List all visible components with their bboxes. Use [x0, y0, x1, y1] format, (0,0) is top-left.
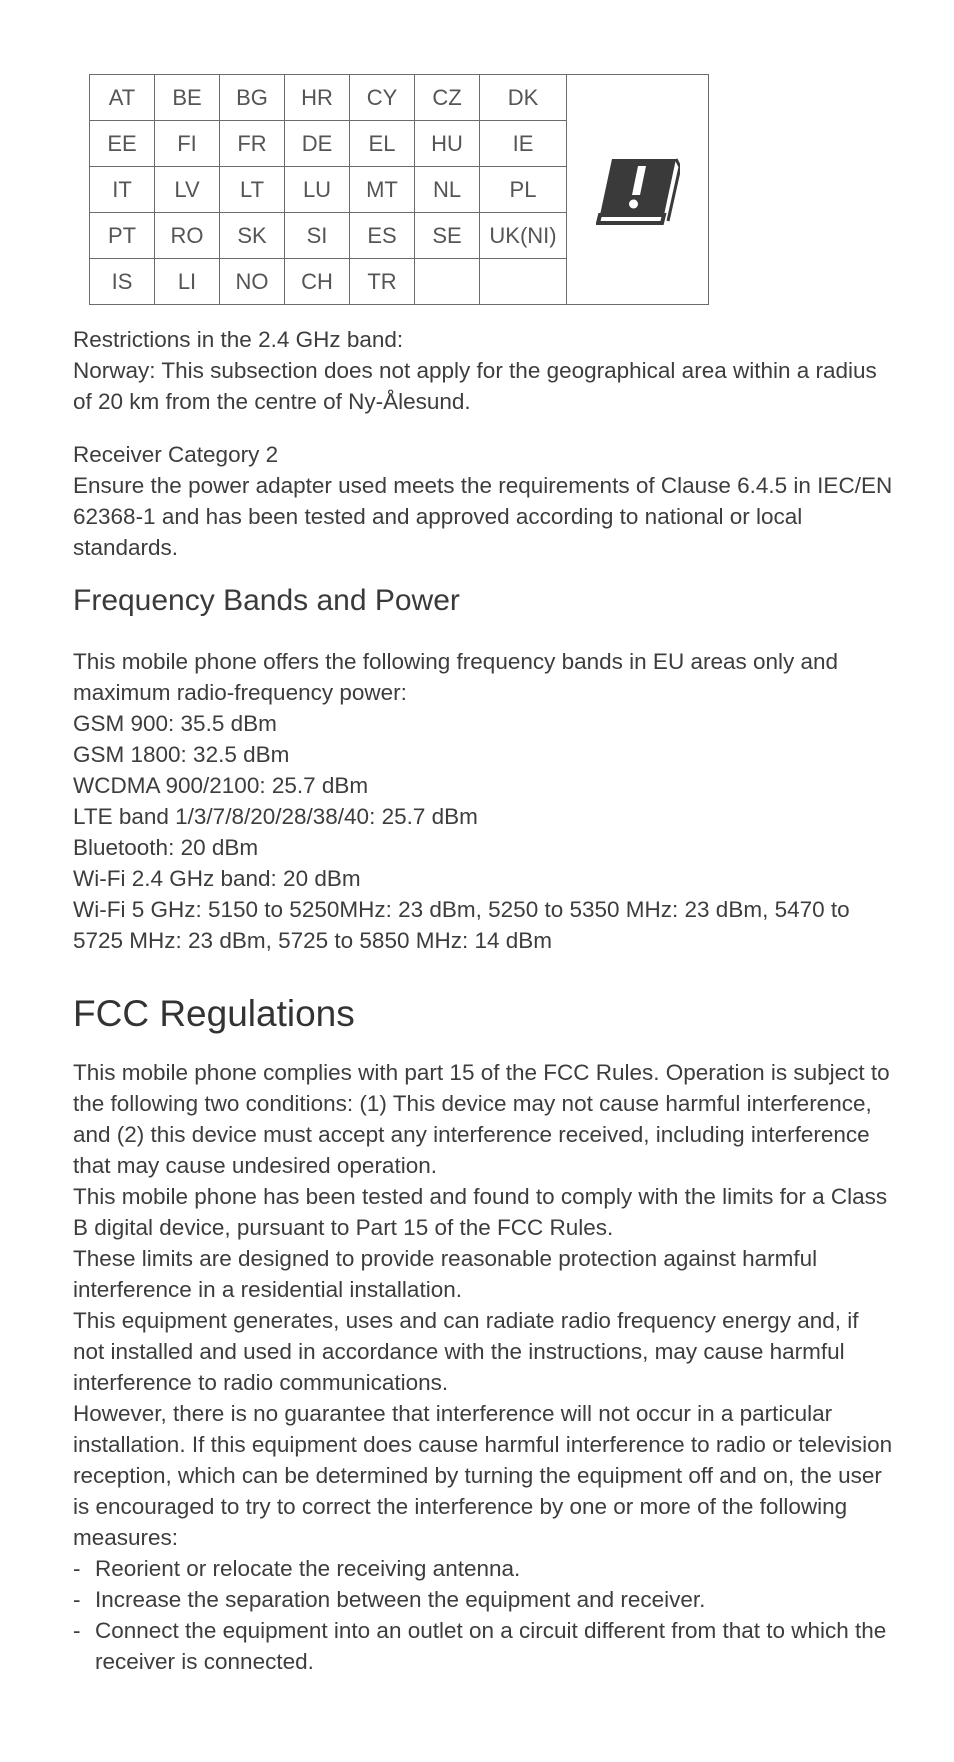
country-code: RO [155, 213, 220, 259]
country-code: BG [220, 75, 285, 121]
frequency-intro: This mobile phone offers the following frequency bands in EU areas only and maximum radio-frequency power: [73, 649, 839, 705]
country-code: MT [350, 167, 415, 213]
country-code: HR [285, 75, 350, 121]
receiver-block [73, 439, 893, 563]
country-code: LV [155, 167, 220, 213]
country-code: FI [155, 121, 220, 167]
country-code: AT [90, 75, 155, 121]
country-code: DK [480, 75, 567, 121]
country-code: ES [350, 213, 415, 259]
frequency-block [73, 646, 893, 956]
band-item: Wi-Fi 5 GHz: 5150 to 5250MHz: 23 dBm, 5250 to 5350 MHz: 23 dBm, 5470 to 5725 MHz: 23 dBm, 5725 to 5850 MHz: 14 dBm [73, 897, 850, 953]
country-code: SI [285, 213, 350, 259]
country-code: EL [350, 121, 415, 167]
power-adapter-note: Ensure the power adapter used meets the requirements of Clause 6.4.5 in IEC/EN 62368-1 and has been tested and approved according to national or local standards. [73, 473, 893, 560]
restrictions-block [73, 324, 893, 417]
country-code: LU [285, 167, 350, 213]
country-code: NL [415, 167, 480, 213]
country-code: HU [415, 121, 480, 167]
empty-cell [480, 259, 567, 305]
country-code: IE [480, 121, 567, 167]
empty-cell [415, 259, 480, 305]
country-code: CZ [415, 75, 480, 121]
country-code: IT [90, 167, 155, 213]
country-code: BE [155, 75, 220, 121]
country-code: LI [155, 259, 220, 305]
restriction-alert-icon [596, 153, 680, 227]
country-restriction-table [89, 74, 709, 305]
country-code: CY [350, 75, 415, 121]
country-code: PT [90, 213, 155, 259]
band-item: Wi-Fi 2.4 GHz band: 20 dBm [73, 866, 361, 891]
band-item: GSM 1800: 32.5 dBm [73, 742, 290, 767]
band-item: GSM 900: 35.5 dBm [73, 711, 277, 736]
country-code: CH [285, 259, 350, 305]
country-code: SE [415, 213, 480, 259]
country-code: UK(NI) [480, 213, 567, 259]
country-code: SK [220, 213, 285, 259]
list-item: - Reorient or relocate the receiving antenna. [73, 1553, 893, 1584]
country-code: EE [90, 121, 155, 167]
country-code: LT [220, 167, 285, 213]
fcc-paragraph: This mobile phone complies with part 15 of the FCC Rules. Operation is subject to the following two conditions: (1) This device may not cause harmful interference, and (2) this device must accept any interference received, including interference that may cause undesired operation. [73, 1060, 890, 1178]
country-code: DE [285, 121, 350, 167]
band-item: LTE band 1/3/7/8/20/28/38/40: 25.7 dBm [73, 804, 478, 829]
restrictions-heading: Restrictions in the 2.4 GHz band: [73, 327, 404, 352]
country-code: TR [350, 259, 415, 305]
country-code: NO [220, 259, 285, 305]
fcc-paragraph: These limits are designed to provide reasonable protection against harmful interference in a residential installation. [73, 1246, 818, 1302]
list-item: - Connect the equipment into an outlet on a circuit different from that to which the receiver is connected. [73, 1615, 893, 1677]
country-code: PL [480, 167, 567, 213]
receiver-category: Receiver Category 2 [73, 442, 279, 467]
table-row [90, 75, 709, 121]
alert-icon-cell [567, 75, 709, 305]
fcc-title: FCC Regulations [73, 993, 355, 1034]
fcc-paragraph: This mobile phone has been tested and found to comply with the limits for a Class B digital device, pursuant to Part 15 of the FCC Rules. [73, 1184, 888, 1240]
fcc-paragraph: This equipment generates, uses and can radiate radio frequency energy and, if not installed and used in accordance with the instructions, may cause harmful interference to radio communications. [73, 1308, 859, 1395]
frequency-title: Frequency Bands and Power [73, 584, 460, 617]
norway-restriction: Norway: This subsection does not apply for the geographical area within a radius of 20 km from the centre of Ny-Ålesund. [73, 358, 877, 414]
band-item: WCDMA 900/2100: 25.7 dBm [73, 773, 369, 798]
fcc-paragraph: However, there is no guarantee that interference will not occur in a particular installation. If this equipment does cause harmful interference to radio or television reception, which can be determined by turning the equipment off and on, the user is encouraged to try to correct the interference by one or more of the following measures: [73, 1401, 893, 1550]
country-code: FR [220, 121, 285, 167]
band-item: Bluetooth: 20 dBm [73, 835, 259, 860]
fcc-block [73, 1057, 893, 1677]
country-code: IS [90, 259, 155, 305]
list-item: - Increase the separation between the equipment and receiver. [73, 1584, 893, 1615]
measures-list [73, 1553, 893, 1677]
